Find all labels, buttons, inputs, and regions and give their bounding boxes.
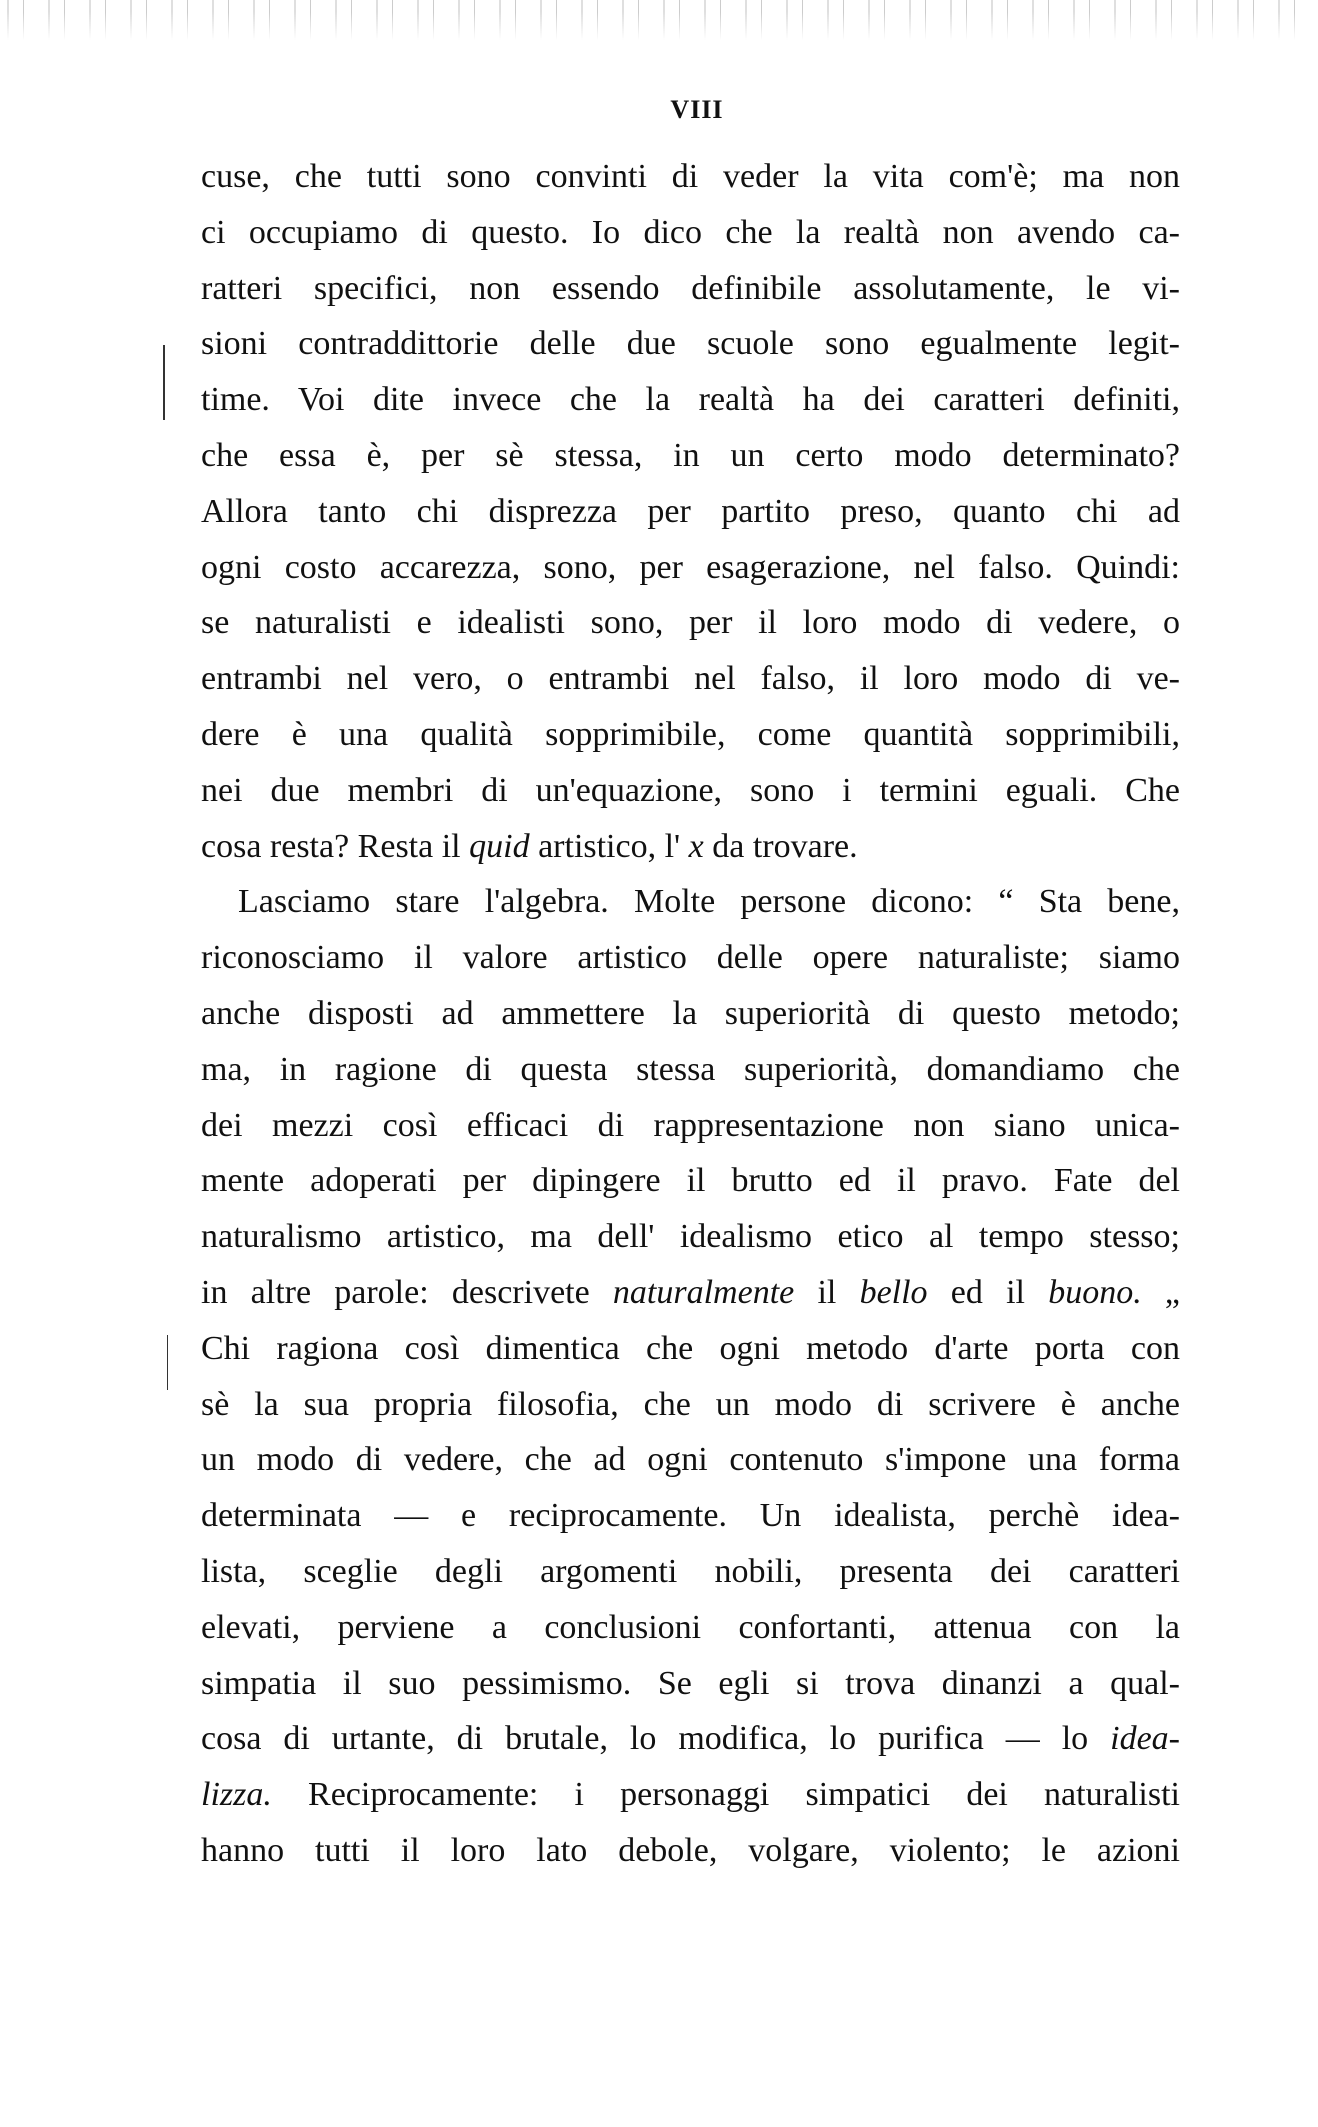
text-line — [201, 1714, 1180, 1770]
text-segment: elevati, perviene a conclusioni confortanti, attenua con la — [201, 1608, 1180, 1646]
text-line — [201, 877, 1180, 933]
italic-text: buono. — [1048, 1273, 1142, 1311]
scan-noise — [0, 0, 1318, 40]
text-line — [201, 319, 1180, 375]
text-line — [201, 710, 1180, 766]
italic-text: bello — [859, 1273, 928, 1311]
text-line — [201, 1603, 1180, 1659]
text-line — [201, 1156, 1180, 1212]
text-segment: Reciprocamente: i personaggi simpatici dei naturalisti — [271, 1776, 1180, 1814]
text-segment: ed il — [927, 1273, 1049, 1311]
text-line — [201, 152, 1180, 208]
text-line — [201, 1268, 1180, 1324]
text-line — [201, 487, 1180, 543]
text-segment: riconosciamo il valore artistico delle opere naturaliste; siamo — [201, 939, 1180, 977]
text-segment: Lasciamo stare l'algebra. Molte persone dicono: “ Sta bene, — [238, 883, 1180, 921]
text-segment: ogni costo accarezza, sono, per esagerazione, nel falso. Quindi: — [201, 548, 1180, 586]
text-segment: ci occupiamo di questo. Io dico che la realtà non avendo ca- — [201, 213, 1180, 251]
italic-text: quid — [469, 827, 530, 865]
italic-text: lizza. — [201, 1776, 272, 1814]
text-segment: nei due membri di un'equazione, sono i termini eguali. Che — [201, 771, 1180, 809]
text-segment: sè la sua propria filosofia, che un modo di scrivere è anche — [201, 1385, 1180, 1423]
page-number: VIII — [670, 95, 724, 124]
text-segment: il — [794, 1273, 860, 1311]
text-line — [201, 1659, 1180, 1715]
margin-mark — [163, 345, 165, 420]
text-segment: cosa resta? Resta il — [201, 827, 470, 865]
text-line — [201, 1101, 1180, 1157]
text-line — [201, 1826, 1180, 1882]
text-segment: dei mezzi così efficaci di rappresentazione non siano unica- — [201, 1106, 1180, 1144]
text-line — [201, 1770, 1180, 1826]
text-line — [201, 1324, 1180, 1380]
text-line — [201, 989, 1180, 1045]
text-line — [201, 375, 1180, 431]
text-segment: dere è una qualità sopprimibile, come quantità sopprimibili, — [201, 715, 1180, 753]
text-segment: lista, sceglie degli argomenti nobili, presenta dei caratteri — [201, 1552, 1180, 1590]
body-text — [201, 152, 1180, 1882]
text-line — [201, 598, 1180, 654]
text-segment: cosa di urtante, di brutale, lo modifica, lo purifica — lo — [201, 1720, 1111, 1758]
text-segment: naturalismo artistico, ma dell' idealismo etico al tempo stesso; — [201, 1218, 1180, 1256]
text-segment: anche disposti ad ammettere la superiorità di questo metodo; — [201, 994, 1180, 1032]
text-line — [201, 208, 1180, 264]
text-segment: artistico, l' — [529, 827, 689, 865]
text-line — [201, 1212, 1180, 1268]
text-segment: „ — [1141, 1273, 1180, 1311]
text-line — [201, 1380, 1180, 1436]
text-segment: ratteri specifici, non essendo definibile assolutamente, le vi- — [201, 269, 1180, 307]
text-line — [201, 431, 1180, 487]
text-line — [201, 1547, 1180, 1603]
text-line — [201, 264, 1180, 320]
text-line — [201, 766, 1180, 822]
text-segment: mente adoperati per dipingere il brutto ed il pravo. Fate del — [201, 1162, 1180, 1200]
text-line — [201, 1491, 1180, 1547]
text-segment: un modo di vedere, che ad ogni contenuto s'impone una forma — [201, 1441, 1180, 1479]
text-line — [201, 543, 1180, 599]
text-segment: time. Voi dite invece che la realtà ha dei caratteri definiti, — [201, 381, 1180, 419]
text-segment: simpatia il suo pessimismo. Se egli si trova dinanzi a qual- — [201, 1664, 1180, 1702]
margin-mark — [167, 1335, 168, 1390]
text-line — [201, 654, 1180, 710]
text-line — [201, 933, 1180, 989]
text-segment: ma, in ragione di questa stessa superiorità, domandiamo che — [201, 1050, 1180, 1088]
text-segment: che essa è, per sè stessa, in un certo modo determinato? — [201, 436, 1180, 474]
text-segment: determinata — e reciprocamente. Un idealista, perchè idea- — [201, 1497, 1180, 1535]
text-line — [201, 1435, 1180, 1491]
italic-text: x — [688, 827, 704, 865]
text-segment: sioni contraddittorie delle due scuole sono egualmente legit- — [201, 325, 1180, 363]
italic-text: idea- — [1110, 1720, 1180, 1758]
text-segment: in altre parole: descrivete — [201, 1273, 613, 1311]
text-segment: hanno tutti il loro lato debole, volgare, violento; le azioni — [201, 1831, 1180, 1869]
text-segment: Chi ragiona così dimentica che ogni metodo d'arte porta con — [201, 1329, 1180, 1367]
text-segment: cuse, che tutti sono convinti di veder la vita com'è; ma non — [201, 158, 1180, 195]
text-segment: se naturalisti e idealisti sono, per il loro modo di vedere, o — [201, 604, 1180, 642]
text-segment: entrambi nel vero, o entrambi nel falso, il loro modo di ve- — [201, 660, 1180, 698]
text-segment: Allora tanto chi disprezza per partito preso, quanto chi ad — [201, 492, 1180, 530]
italic-text: naturalmente — [612, 1273, 795, 1311]
text-line — [201, 822, 1180, 878]
text-line — [201, 1045, 1180, 1101]
text-segment: da trovare. — [703, 827, 858, 865]
